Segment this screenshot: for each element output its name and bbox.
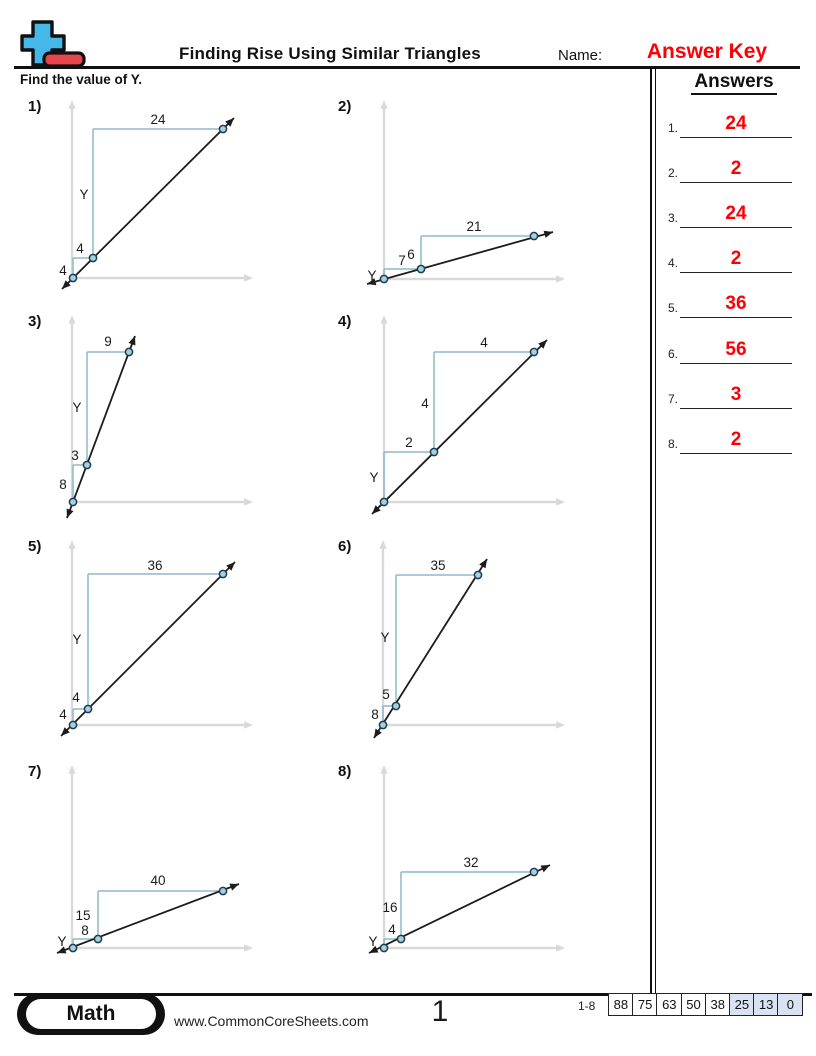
answer-item-7: [656, 383, 796, 409]
problem-diagram: [20, 95, 320, 313]
point-dot: [380, 498, 387, 505]
measure-label: Y: [72, 400, 82, 415]
answer-number: 1.: [667, 121, 678, 135]
y-axis-arrow-icon: [68, 100, 75, 109]
point-dot: [69, 721, 76, 728]
point-dot: [530, 868, 537, 875]
commoncoresheets-logo: [14, 8, 94, 70]
measure-label: 8: [371, 707, 379, 722]
measure-label: 4: [76, 241, 84, 256]
answer-blank-line: [680, 182, 792, 183]
point-dot: [474, 571, 481, 578]
problem-4: [330, 310, 630, 530]
point-dot: [417, 265, 424, 272]
measure-label: 4: [480, 335, 488, 350]
score-cell: 63: [656, 993, 682, 1016]
answers-separator-line-1: [650, 68, 652, 993]
measure-label: 4: [59, 263, 67, 278]
measure-label: 3: [71, 448, 79, 463]
measure-label: Y: [72, 632, 82, 647]
answer-number: 4.: [667, 256, 678, 271]
minus-icon: [44, 53, 84, 66]
answer-blank-line: [680, 317, 792, 318]
point-dot: [89, 254, 96, 261]
measure-label: Y: [369, 470, 379, 485]
measure-label: 21: [466, 219, 482, 234]
problem-6: [330, 535, 630, 753]
score-cell: 25: [729, 993, 755, 1016]
point-dot: [219, 887, 226, 894]
answer-value: 3: [730, 383, 742, 405]
x-axis-arrow-icon: [244, 498, 253, 505]
point-dot: [530, 232, 537, 239]
point-dot: [530, 348, 537, 355]
y-axis-arrow-icon: [68, 765, 75, 774]
answer-item-6: [656, 338, 796, 364]
x-axis-arrow-icon: [244, 721, 253, 728]
measure-label: 5: [382, 687, 390, 702]
y-axis-arrow-icon: [68, 315, 75, 324]
point-dot: [94, 935, 101, 942]
score-table: [608, 993, 803, 1016]
line-arrow-icon: [230, 884, 240, 891]
trend-line: [67, 336, 135, 518]
answer-value: 24: [725, 203, 747, 225]
score-cell: 13: [753, 993, 779, 1016]
point-dot: [430, 448, 437, 455]
answer-item-4: [656, 247, 796, 273]
problem-3: [20, 310, 320, 530]
answer-number: 6.: [667, 346, 678, 361]
problem-number: 1): [28, 98, 42, 115]
measure-label: 9: [104, 334, 112, 349]
problem-2: [330, 95, 630, 313]
measure-label: 2: [405, 435, 413, 450]
answer-item-2: [656, 157, 796, 183]
point-dot: [69, 944, 76, 951]
line-arrow-icon: [67, 509, 74, 519]
line-arrow-icon: [374, 729, 382, 738]
measure-label: Y: [368, 934, 378, 949]
point-dot: [397, 935, 404, 942]
answer-blank-line: [680, 453, 792, 454]
point-dot: [83, 461, 90, 468]
problem-8: [330, 760, 630, 978]
score-cell: 0: [777, 993, 803, 1016]
answer-value: 36: [725, 293, 747, 315]
answer-blank-line: [680, 363, 792, 364]
measure-label: 4: [421, 396, 429, 411]
measure-label: 6: [407, 247, 415, 262]
subject-label: Math: [26, 999, 156, 1029]
measure-label: 7: [398, 253, 406, 268]
instruction-text: Find the value of Y.: [20, 72, 143, 87]
subject-badge: [17, 993, 165, 1035]
point-dot: [69, 274, 76, 281]
point-dot: [219, 570, 226, 577]
x-axis-arrow-icon: [244, 274, 253, 281]
answer-blank-line: [680, 272, 792, 273]
measure-label: 4: [59, 707, 67, 722]
answer-value: 2: [730, 428, 742, 450]
score-range-label: 1-8: [578, 999, 596, 1013]
y-axis-arrow-icon: [379, 540, 386, 549]
answer-item-8: [656, 428, 796, 454]
answer-value: 24: [725, 113, 747, 134]
x-axis-arrow-icon: [556, 275, 565, 282]
problem-number: 2): [338, 98, 352, 115]
measure-label: 36: [147, 558, 163, 573]
point-dot: [84, 705, 91, 712]
measure-label: Y: [380, 630, 390, 645]
answer-blank-line: [680, 408, 792, 409]
line-arrow-icon: [129, 336, 136, 346]
y-axis-arrow-icon: [380, 765, 387, 774]
problem-diagram: [330, 310, 630, 530]
x-axis-arrow-icon: [556, 498, 565, 505]
score-cell: 75: [632, 993, 658, 1016]
problem-number: 5): [28, 538, 42, 555]
problem-number: 8): [338, 763, 352, 780]
worksheet-title: Finding Rise Using Similar Triangles: [179, 44, 481, 63]
measure-label: 4: [388, 922, 396, 937]
measure-label: 15: [75, 908, 91, 923]
page-number: 1: [431, 995, 449, 1028]
answer-number: 8.: [667, 436, 678, 451]
answer-item-5: [656, 292, 796, 318]
problem-diagram: [330, 535, 630, 753]
score-cell: 88: [608, 993, 634, 1016]
x-axis-arrow-icon: [244, 944, 253, 951]
problem-number: 7): [28, 763, 42, 780]
problem-diagram: [330, 95, 630, 313]
trend-line: [62, 118, 234, 289]
point-dot: [380, 275, 387, 282]
trend-line: [374, 559, 487, 738]
problem-7: [20, 760, 320, 978]
answer-value: 2: [730, 248, 742, 270]
answer-value: 56: [725, 338, 747, 360]
line-arrow-icon: [479, 559, 487, 568]
trend-line: [372, 340, 547, 514]
score-cell: 50: [681, 993, 707, 1016]
problem-diagram: [20, 760, 320, 978]
point-dot: [380, 944, 387, 951]
problem-diagram: [20, 310, 320, 530]
measure-label: 24: [150, 112, 166, 127]
problem-diagram: [20, 535, 320, 753]
answer-number: 3.: [667, 211, 678, 226]
problem-1: [20, 95, 320, 313]
point-dot: [125, 348, 132, 355]
point-dot: [69, 498, 76, 505]
measure-label: 8: [81, 923, 89, 938]
answer-item-1: [656, 112, 796, 138]
measure-label: 4: [72, 690, 80, 705]
line-arrow-icon: [544, 231, 553, 238]
header-rule: [14, 66, 800, 69]
answer-blank-line: [680, 227, 792, 228]
problem-diagram: [330, 760, 630, 978]
trend-line: [367, 232, 553, 284]
measure-label: 35: [430, 558, 446, 573]
y-axis-arrow-icon: [68, 540, 75, 549]
website-text: www.CommonCoreSheets.com: [174, 1013, 369, 1029]
measure-label: 40: [150, 873, 166, 888]
answer-number: 2.: [667, 166, 678, 181]
x-axis-arrow-icon: [556, 944, 565, 951]
problem-number: 6): [338, 538, 352, 555]
measure-label: 8: [59, 477, 67, 492]
measure-label: 16: [382, 900, 398, 915]
y-axis-arrow-icon: [380, 100, 387, 109]
problem-number: 3): [28, 313, 42, 330]
problem-number: 4): [338, 313, 352, 330]
name-value: Answer Key: [646, 40, 768, 63]
answers-heading: Answers: [656, 71, 812, 93]
answer-number: 7.: [667, 391, 678, 406]
measure-label: Y: [367, 268, 377, 283]
answer-value: 2: [730, 158, 742, 180]
point-dot: [219, 125, 226, 132]
x-axis-arrow-icon: [556, 721, 565, 728]
measure-label: Y: [57, 934, 67, 949]
score-cell: 38: [705, 993, 731, 1016]
name-label: Name:: [558, 47, 603, 64]
problem-5: [20, 535, 320, 753]
measure-label: Y: [79, 187, 89, 202]
point-dot: [392, 702, 399, 709]
y-axis-arrow-icon: [380, 315, 387, 324]
measure-label: 32: [463, 855, 479, 870]
answer-blank-line: [680, 137, 792, 138]
answer-item-3: [656, 202, 796, 228]
point-dot: [379, 721, 386, 728]
answer-number: 5.: [667, 301, 678, 316]
